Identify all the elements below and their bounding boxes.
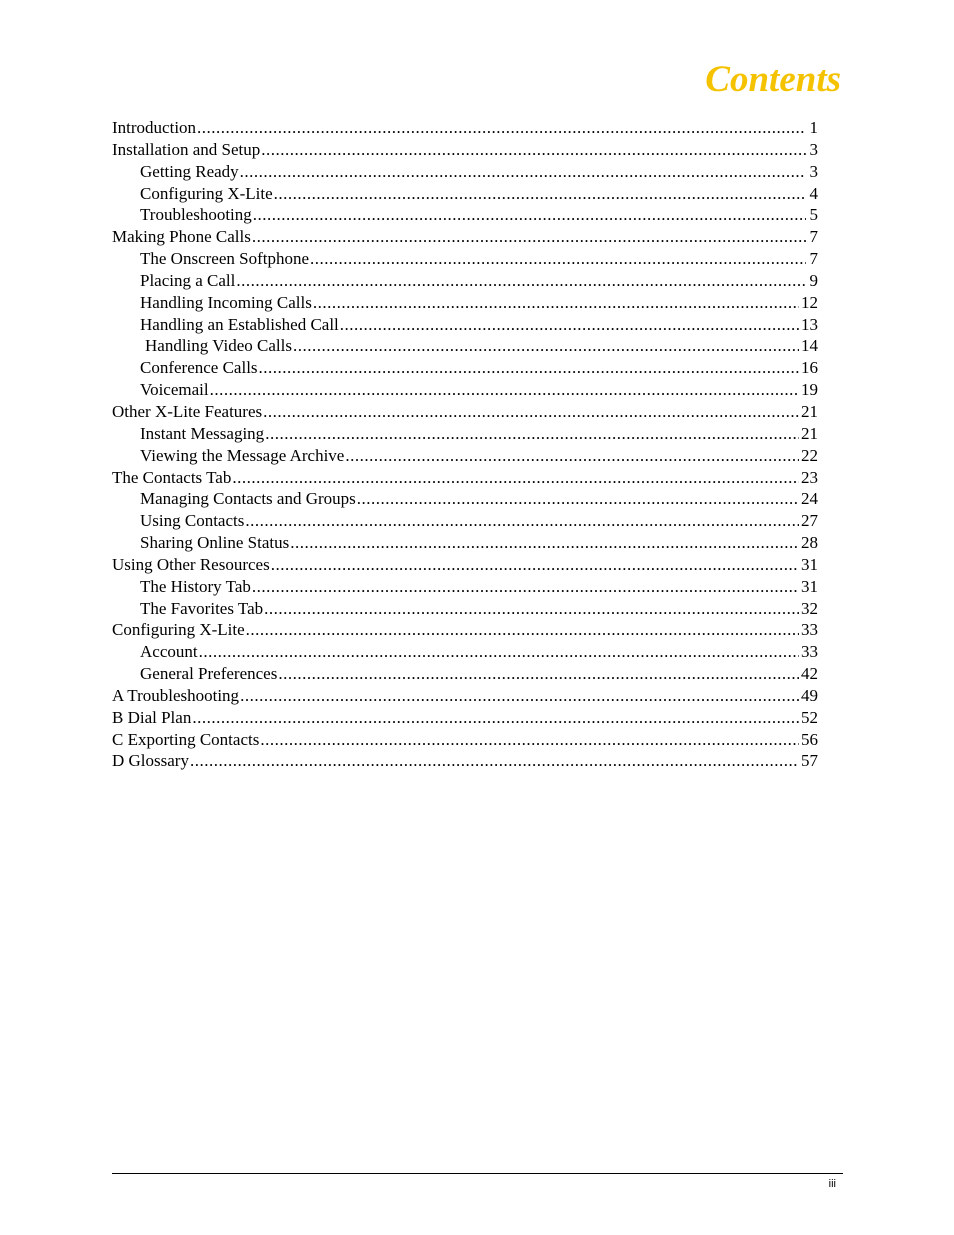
toc-entry-page-number[interactable]: 3	[809, 161, 818, 181]
toc-entry[interactable]	[112, 685, 818, 707]
toc-entry-label[interactable]: Conference Calls	[140, 358, 258, 378]
toc-entry-page-number[interactable]: 32	[801, 598, 818, 618]
toc-entry-label[interactable]: Handling an Established Call	[140, 314, 339, 334]
toc-dot-leader	[340, 314, 799, 336]
toc-entry-label[interactable]: Placing a Call	[140, 270, 236, 290]
toc-dot-leader	[265, 423, 799, 445]
toc-entry-label[interactable]: Configuring X-Lite	[112, 620, 245, 640]
toc-entry-page-number[interactable]: 1	[809, 118, 818, 137]
toc-entry-label[interactable]: The Favorites Tab	[140, 598, 264, 618]
toc-entry[interactable]	[112, 161, 818, 183]
toc-entry-label[interactable]: Troubleshooting	[140, 205, 252, 225]
toc-entry-page-number[interactable]: 7	[809, 227, 818, 247]
toc-entry-label[interactable]: Other X-Lite Features	[112, 401, 263, 421]
toc-entry-label[interactable]: C Exporting Contacts	[112, 729, 260, 749]
toc-entry-label[interactable]: Viewing the Message Archive	[140, 445, 345, 465]
toc-entry-page-number[interactable]: 27	[801, 511, 818, 531]
footer-page-number: iii	[828, 1178, 836, 1190]
toc-entry-label[interactable]: Handling Incoming Calls	[140, 292, 312, 312]
toc-entry-label[interactable]: Using Contacts	[140, 511, 245, 531]
toc-entry-page-number[interactable]: 21	[801, 423, 818, 443]
toc-entry[interactable]	[112, 598, 818, 620]
toc-entry-page-number[interactable]: 19	[801, 380, 818, 400]
toc-entry[interactable]	[112, 554, 818, 576]
toc-entry-label[interactable]: Instant Messaging	[140, 423, 265, 443]
toc-entry[interactable]	[112, 641, 818, 663]
toc-dot-leader	[190, 750, 799, 772]
toc-entry-page-number[interactable]: 57	[801, 751, 818, 771]
footer-divider	[112, 1173, 843, 1174]
toc-dot-leader	[259, 357, 799, 379]
toc-dot-leader	[310, 248, 806, 270]
toc-dot-leader	[264, 598, 799, 620]
toc-entry-page-number[interactable]: 56	[801, 729, 818, 749]
toc-entry[interactable]	[112, 248, 818, 270]
toc-entry-page-number[interactable]: 23	[801, 467, 818, 487]
toc-entry[interactable]	[112, 467, 818, 489]
toc-entry-label[interactable]: B Dial Plan	[112, 707, 192, 727]
toc-entry-label[interactable]: The Contacts Tab	[112, 467, 232, 487]
toc-entry-label[interactable]: Introduction	[112, 118, 197, 137]
toc-entry-page-number[interactable]: 31	[801, 554, 818, 574]
toc-entry[interactable]	[112, 139, 818, 161]
toc-entry[interactable]	[112, 226, 818, 248]
toc-entry[interactable]	[112, 204, 818, 226]
toc-dot-leader	[357, 488, 799, 510]
toc-entry-page-number[interactable]: 33	[801, 642, 818, 662]
toc-entry-label[interactable]: Installation and Setup	[112, 139, 261, 159]
toc-entry-page-number[interactable]: 31	[801, 576, 818, 596]
toc-entry[interactable]	[112, 401, 818, 423]
toc-dot-leader	[245, 510, 799, 532]
toc-dot-leader	[290, 532, 799, 554]
toc-entry-page-number[interactable]: 52	[801, 707, 818, 727]
toc-dot-leader	[236, 270, 806, 292]
toc-dot-leader	[210, 379, 799, 401]
toc-entry[interactable]	[112, 335, 818, 357]
toc-entry-page-number[interactable]: 28	[801, 533, 818, 553]
toc-entry-page-number[interactable]: 42	[801, 664, 818, 684]
toc-dot-leader	[252, 576, 799, 598]
toc-dot-leader	[246, 619, 799, 641]
toc-entry[interactable]	[112, 183, 818, 205]
toc-dot-leader	[345, 445, 799, 467]
toc-entry-label[interactable]: Account	[140, 642, 198, 662]
toc-entry-page-number[interactable]: 24	[801, 489, 818, 509]
toc-entry-page-number[interactable]: 7	[809, 249, 818, 269]
toc-dot-leader	[240, 161, 806, 183]
toc-entry[interactable]	[112, 488, 818, 510]
toc-entry-label[interactable]: Managing Contacts and Groups	[140, 489, 356, 509]
toc-entry[interactable]	[112, 663, 818, 685]
toc-dot-leader	[192, 707, 799, 729]
toc-entry-label[interactable]: The Onscreen Softphone	[140, 249, 310, 269]
toc-entry[interactable]	[112, 729, 818, 751]
toc-entry[interactable]	[112, 576, 818, 598]
toc-entry-label[interactable]: Handling Video Calls	[145, 336, 292, 356]
toc-entry-page-number[interactable]: 22	[801, 445, 818, 465]
toc-dot-leader	[293, 335, 799, 357]
toc-entry-label[interactable]: The History Tab	[140, 576, 251, 596]
toc-dot-leader	[278, 663, 799, 685]
toc-entry-page-number[interactable]: 16	[801, 358, 818, 378]
toc-entry[interactable]	[112, 270, 818, 292]
toc-entry[interactable]	[112, 379, 818, 401]
toc-entry-page-number[interactable]: 33	[801, 620, 818, 640]
toc-entry[interactable]	[112, 619, 818, 641]
toc-entry-page-number[interactable]: 14	[801, 336, 818, 356]
toc-entry-label[interactable]: Configuring X-Lite	[140, 183, 273, 203]
toc-entry-label[interactable]: Making Phone Calls	[112, 227, 251, 247]
toc-entry-page-number[interactable]: 13	[801, 314, 818, 334]
toc-entry[interactable]	[112, 423, 818, 445]
toc-entry-label[interactable]: A Troubleshooting	[112, 685, 240, 705]
toc-entry-label[interactable]: Getting Ready	[140, 161, 239, 181]
toc-entry-label[interactable]: Sharing Online Status	[140, 533, 290, 553]
toc-dot-leader	[274, 183, 806, 205]
toc-entry[interactable]	[112, 707, 818, 729]
toc-entry-page-number[interactable]: 4	[809, 183, 818, 203]
toc-entry-page-number[interactable]: 21	[801, 401, 818, 421]
toc-entry[interactable]	[112, 750, 818, 772]
toc-entry[interactable]	[112, 445, 818, 467]
toc-dot-leader	[261, 139, 806, 161]
toc-dot-leader	[199, 641, 799, 663]
toc-entry[interactable]	[112, 532, 818, 554]
toc-entry-page-number[interactable]: 12	[801, 292, 818, 312]
toc-entry[interactable]	[112, 292, 818, 314]
toc-dot-leader	[232, 467, 799, 489]
toc-dot-leader	[271, 554, 799, 576]
toc-entry-page-number[interactable]: 5	[809, 205, 818, 225]
toc-entry-label[interactable]: General Preferences	[140, 664, 278, 684]
toc-entry[interactable]	[112, 117, 818, 139]
toc-entry-page-number[interactable]: 9	[809, 270, 818, 290]
toc-entry[interactable]	[112, 314, 818, 336]
toc-entry[interactable]	[112, 510, 818, 532]
toc-dot-leader	[253, 204, 806, 226]
toc-entry-page-number[interactable]: 3	[809, 139, 818, 159]
toc-dot-leader	[313, 292, 799, 314]
toc-entry-label[interactable]: D Glossary	[112, 751, 189, 771]
toc-dot-leader	[263, 401, 799, 423]
toc-dot-leader	[252, 226, 806, 248]
toc-entry[interactable]	[112, 357, 818, 379]
toc-entry-label[interactable]: Using Other Resources	[112, 554, 270, 574]
toc-dot-leader	[240, 685, 799, 707]
toc-dot-leader	[260, 729, 799, 751]
table-of-contents	[112, 117, 818, 772]
page-title: Contents	[705, 59, 841, 100]
toc-dot-leader	[197, 117, 806, 139]
toc-entry-label[interactable]: Voicemail	[140, 380, 209, 400]
toc-entry-page-number[interactable]: 49	[801, 685, 818, 705]
